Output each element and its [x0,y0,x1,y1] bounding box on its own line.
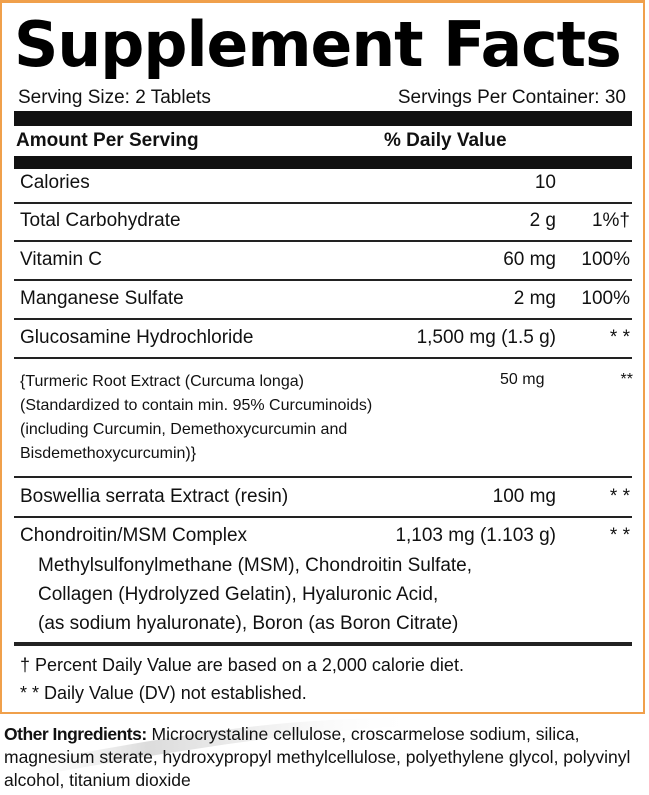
serving-size: Serving Size: 2 Tablets [18,87,211,108]
amount-header: Amount Per Serving [16,130,199,151]
servings-per-container: Servings Per Container: 30 [397,87,626,108]
nutrient-row [14,208,632,234]
daily-value-header: % Daily Value [384,130,507,151]
serving-info [18,86,626,110]
other-ingredients-text: Microcrystaline cellulose, croscarmelose sodium, silica, magnesium sterate, hydroxypropyl methylcellulose, polyethylene glycol, polyvinyl alcohol, titanium dioxide [4,724,631,790]
nutrient-amount: 1,500 mg (1.5 g) [416,327,556,348]
other-ingredients-label: Other Ingredients: [4,724,147,744]
column-header [14,127,632,155]
nutrient-name: Calories [20,172,90,193]
footnote-dagger: † Percent Daily Value are based on a 2,000 calorie diet. [20,655,464,675]
nutrient-amount: 2 mg [513,288,556,309]
nutrient-row [14,523,632,549]
chondroitin-detail-line: Methylsulfonylmethane (MSM), Chondroitin Sulfate, [38,555,473,576]
turmeric-dv: ** [620,371,633,388]
nutrient-name: Vitamin C [20,249,103,270]
row-divider [14,240,632,242]
nutrient-name: Manganese Sulfate [20,288,184,309]
nutrient-row [14,247,632,273]
turmeric-amount: 50 mg [500,371,545,388]
row-divider [14,279,632,281]
turmeric-description [20,370,372,466]
nutrient-name: Boswellia serrata Extract (resin) [20,486,289,507]
row-divider [14,357,632,359]
footnote-asterisk: * * Daily Value (DV) not established. [20,683,307,703]
nutrient-dv: 1%† [591,210,630,231]
nutrient-dv: * * [609,486,630,507]
nutrient-row [14,325,632,351]
nutrient-name: Chondroitin/MSM Complex [20,525,248,546]
row-divider [14,476,632,478]
turmeric-line: Bisdemethoxycurcumin)} [20,445,197,462]
turmeric-line: (including Curcumin, Demethoxycurcumin and [20,421,348,438]
nutrient-dv: * * [609,327,630,348]
top-thick-bar [14,111,632,126]
nutrient-name: Glucosamine Hydrochloride [20,327,254,348]
nutrient-dv: 100% [581,288,630,309]
nutrient-amount: 10 [534,172,556,193]
nutrient-dv: 100% [581,249,630,270]
nutrient-amount: 100 mg [492,486,556,507]
nutrient-name: Total Carbohydrate [20,210,181,231]
nutrient-amount: 1,103 mg (1.103 g) [395,525,556,546]
nutrient-row [14,484,632,510]
turmeric-line: {Turmeric Root Extract (Curcuma longa) [20,373,304,390]
chondroitin-detail-line: Collagen (Hydrolyzed Gelatin), Hyaluronic Acid, [38,584,439,605]
nutrient-row [14,170,632,196]
turmeric-line: (Standardized to contain min. 95% Curcuminoids) [20,397,373,414]
header-thick-bar [14,156,632,169]
nutrient-amount: 60 mg [503,249,556,270]
panel-title: Supplement Facts [14,8,621,81]
nutrient-dv: * * [609,525,630,546]
nutrient-amount: 2 g [529,210,556,231]
nutrient-row [14,286,632,312]
bottom-divider [14,642,632,646]
chondroitin-detail-line: (as sodium hyaluronate), Boron (as Boron Citrate) [38,613,459,634]
row-divider [14,516,632,518]
other-ingredients [4,723,644,792]
row-divider [14,202,632,204]
row-divider [14,318,632,320]
